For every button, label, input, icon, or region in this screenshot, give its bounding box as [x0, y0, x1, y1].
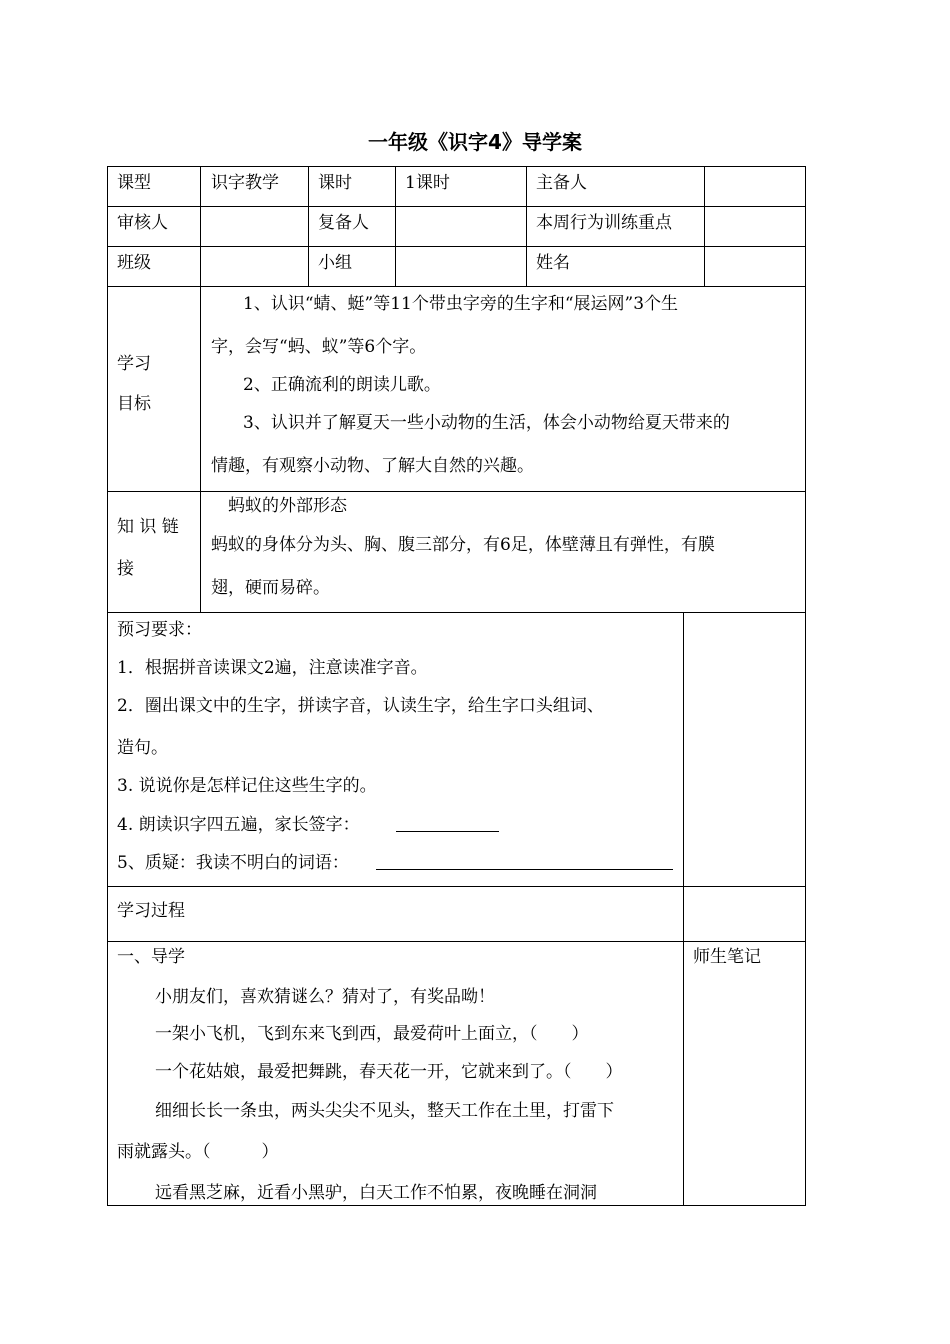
col-divider [526, 167, 527, 286]
cell-reviewer-label: 审核人 [117, 213, 168, 233]
guide-line: 小朋友们，喜欢猜谜么？猜对了，有奖品呦！ [155, 987, 495, 1007]
knowledge-label-line1: 知 识 链 [117, 517, 179, 537]
page-title: 一年级《识字4》导学案 [368, 130, 582, 154]
col-divider [683, 612, 684, 1206]
worksheet-table [107, 166, 806, 1206]
guide-line: 远看黑芝麻，近看小黑驴，白天工作不怕累，夜晚睡在洞洞 [155, 1183, 597, 1203]
preview-line: 4. 朗读识字四五遍，家长签字： [117, 815, 360, 835]
knowledge-line: 蚂蚁的身体分为头、胸、腹三部分，有6足，体壁薄且有弹性，有膜 [211, 535, 715, 555]
knowledge-line: 蚂蚁的外部形态 [228, 496, 347, 516]
knowledge-label-line2: 接 [117, 559, 134, 579]
col-divider [200, 286, 201, 612]
guide-heading: 一、导学 [117, 947, 185, 967]
objectives-label-line2: 目标 [117, 394, 151, 414]
row-divider [108, 886, 805, 887]
cell-group-label: 小组 [318, 253, 352, 273]
row-divider [108, 286, 805, 287]
cell-co-preparer-label: 复备人 [318, 213, 369, 233]
col-divider [704, 167, 705, 286]
preview-line: 1．根据拼音读课文2遍，注意读准字音。 [117, 658, 428, 678]
cell-period-label: 课时 [318, 173, 352, 193]
cell-lesson-type-value: 识字教学 [211, 173, 279, 193]
objectives-label-line1: 学习 [117, 354, 151, 374]
preview-heading: 预习要求： [117, 620, 202, 640]
cell-period-value: 1课时 [405, 173, 450, 193]
cell-name-label: 姓名 [536, 253, 570, 273]
knowledge-line: 翅，硬而易碎。 [211, 578, 330, 598]
cell-class-label: 班级 [117, 253, 151, 273]
unclear-words-blank[interactable] [376, 855, 673, 870]
col-divider [395, 167, 396, 286]
row-divider [108, 612, 805, 613]
row-divider [108, 246, 805, 247]
process-heading: 学习过程 [117, 901, 185, 921]
row-divider [108, 491, 805, 492]
guide-line: 一架小飞机，飞到东来飞到西，最爱荷叶上面立，（ ） [155, 1024, 589, 1044]
objective-line: 3、认识并了解夏天一些小动物的生活，体会小动物给夏天带来的 [243, 413, 730, 433]
guide-line: 一个花姑娘，最爱把舞跳，春天花一开，它就来到了。（ ） [155, 1062, 623, 1082]
preview-line: 造句。 [117, 738, 168, 758]
cell-lesson-type-label: 课型 [117, 173, 151, 193]
parent-signature-blank[interactable] [396, 817, 499, 832]
objective-line: 情趣，有观察小动物、了解大自然的兴趣。 [211, 456, 534, 476]
col-divider [200, 167, 201, 286]
preview-line: 2．圈出课文中的生字，拼读字音，认读生字，给生字口头组词、 [117, 696, 604, 716]
objective-line: 字，会写“蚂、蚁”等6个字。 [211, 337, 427, 357]
cell-preparer-label: 主备人 [536, 173, 587, 193]
guide-line: 雨就露头。（ ） [117, 1142, 279, 1162]
guide-line: 细细长长一条虫，两头尖尖不见头，整天工作在土里，打雷下 [155, 1101, 614, 1121]
notes-label: 师生笔记 [693, 947, 761, 967]
preview-line: 5、质疑：我读不明白的词语： [117, 853, 349, 873]
objective-line: 2、正确流利的朗读儿歌。 [243, 375, 441, 395]
preview-line: 3. 说说你是怎样记住这些生字的。 [117, 776, 377, 796]
objective-line: 1、认识“蜻、蜓”等11个带虫字旁的生字和“展运网”3个生 [243, 294, 679, 314]
col-divider [308, 167, 309, 286]
row-divider [108, 206, 805, 207]
cell-weekly-focus-label: 本周行为训练重点 [536, 213, 672, 233]
row-divider [108, 941, 805, 942]
